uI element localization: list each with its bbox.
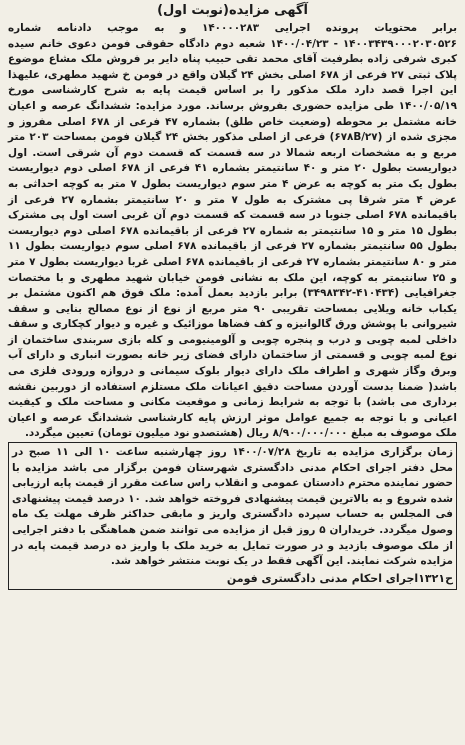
auction-details-box bbox=[8, 442, 457, 590]
auction-details: زمان برگزاری مزایده به تاریخ ۱۴۰۰/۰۷/۲۸ روز چهارشنبه ساعت ۱۰ الی ۱۱ صبح در محل دفتر اجرای احکام مدنی دادگستری شهرستان فومن برگزار می باشد مزایده با حضور نماینده محترم دادستان عمومی و انقلاب راس ساعت مقرر از قیمت پایه ارزیابی شده شروع و به بالاترین قیمت پیشنهادی فروخته خواهد شد. ۱۰ درصد قیمت پیشنهادی فی المجلس به حساب سپرده دادگستری واریز و مابقی حداکثر ظرف مهلت یک ماه وصول میگردد. خریداران ۵ روز قبل از مزایده می توانند ضمن هماهنگی با دفتر اجرایی از ملک موصوف بازدید و در صورت تمایل به خرید ملک با واریز ده درصد قیمت پایه در مزایده شرکت نمایند. این آگهی فقط در یک نوبت منتشر خواهد شد. bbox=[12, 446, 454, 568]
notice-signature: ح۱۳۲۱اجرای احکام مدنی دادگستری فومن bbox=[226, 571, 453, 585]
notice-body: برابر محتویات پرونده اجرایی ۱۴۰۰۰۰۲۸۳ و به موجب دادنامه شماره ۱۴۰۰۳۴۳۹۰۰۰۲۰۳۰۵۲۶ - ۱۴۰۰/۰۴/۲۳ شعبه دوم دادگاه حقوقی فومن دعوی خانم سیده کبری شرفی زاده بطرفیت آقای محمد تقی حبیب پناه دایر بر فروش ملک مشاع موضوع پلاک ثبتی ۲۷ فرعی از ۶۷۸ اصلی بخش ۲۴ گیلان واقع در فومن خ شهید مطهری، علیهذا این اجرا قصد دارد ملک مذکور را بر اساس قیمت پایه به شرح کارشناسی مورخ ۱۴۰۰/۰۵/۱۹ طی مزایده حضوری بفروش برساند. مورد مزایده: ششدانگ عرصه و اعیان خانه مشتمل بر محوطه (وضعیت خاص طلق) بشماره ۴۷ فرعی از ۶۷۸ اصلی مفروز و مجزی شده از (۶۷۸B/۲۷) فرعی از اصلی مذکور بخش ۲۴ گیلان فومن بمساحت ۲۰۳ متر مربع و به مشخصات اربعه شمالا در سه قسمت که قسمت دوم آن شرقی است. اول دیواریست بطول ۲۰ متر و ۴۰ سانتیمتر بشماره ۴۱ فرعی از ۶۷۸ اصلی دوم دیواریست بطول یک متر به کوچه به عرض ۴ متر سوم دیواریست بطول ۷ متر به کوچه احداثی به عرض ۴ متر شرقا پی مشترک به طول ۷ متر و ۲۰ سانتیمتر بشماره ۲۷ فرعی از باقیمانده ۶۷۸ اصلی جنوبا در سه قسمت که قسمت دوم آن غربی است اول پی مشترک بطول ۱۵ متر و ۱۵ سانتیمتر به شماره ۲۷ فرعی از باقیمانده ۶۷۸ اصلی دوم دیواریست بطول ۵۵ سانتیمتر بشماره ۲۷ فرعی از باقیمانده ۶۷۸ اصلی سوم دیواریست بطول ۱۱ متر و ۸۰ سانتیمتر بشماره ۲۷ فرعی از باقیمانده ۶۷۸ اصلی غربا دیواریست بطول ۷ متر و ۲۵ سانتیمتر به کوچه، این ملک به نشانی فومن خیابان شهید مطهری و با مختصات جغرافیایی (۴۱۰۴۳۴-۳۴۹۸۳۴۲) برابر بازدید بعمل آمده: ملک فوق هم اکنون مشتمل بر یکباب خانه ویلایی بمساحت تقریبی ۹۰ متر مربع از نوع از نوع مصالح بنایی و سقف شیروانی با پوشش ورق گالوانیزه و کف فضاها موزائیک و غیره و دیوار کچکاری و سقف داخلی لمبه چوبی و درب و پنجره چوبی و آلومینیومی و کله بازی سربندی ساختمان از نوع لمبه چوبی و قسمتی از ساختمان دارای فضای زیر خانه بصورت انباری و دارای آب وبرق وگاز شهری و اطراف ملک دارای دیوار بلوک سیمانی و دروازه ورودی فلزی می باشد( ضمنا بدست آوردن مساحت دقیق اعیانات ملک مستلزم استفاده از دوربین نقشه برداری می باشد) با توجه به شرایط زمانی و موقعیت مکانی و مساحت ملک و کیفیت اعیانی و با توجه به جمیع عوامل موثر ارزش پایه کارشناسی ششدانگ عرصه و اعیان ملک موصوف به مبلغ ۸/۹۰۰/۰۰۰/۰۰۰ ریال (هشتصدو نود میلیون تومان) تعیین میگردد. bbox=[8, 22, 458, 440]
notice-title: آگهی مزایده(نوبت اول) bbox=[157, 3, 308, 18]
